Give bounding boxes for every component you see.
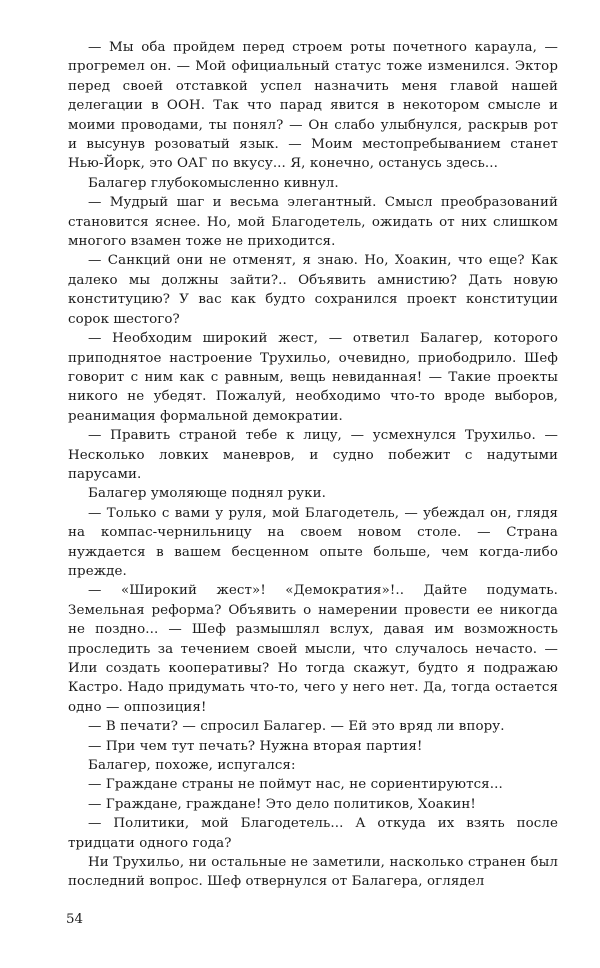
paragraph: Балагер глубокомысленно кивнул. [88,175,339,191]
paragraph: Балагер умоляюще поднял руки. [88,486,326,502]
paragraph: Балагер, похоже, испугался: [88,758,296,774]
page-number: 54 [66,912,84,927]
paragraph: — Править страной тебе к лицу, — усмехнулся Трухильо. — Несколько ловких маневров, и судно побежит с надутыми парусами. [68,428,558,482]
paragraph: — Необходим широкий жест, — ответил Балагер, которого приподнятое настроение Трухильо, очевидно, приободрило. Шеф говорит с ним как с равным, вещь невиданная! — Такие проекты никого не убедят. Пожалуй, необходимо что-то вроде выборов, реанимация формальной демократии. [68,331,558,424]
paragraph: Ни Трухильо, ни остальные не заметили, насколько странен был последний вопрос. Шеф отвернулся от Балагера, оглядел [68,855,558,890]
paragraph: — Только с вами у руля, мой Благодетель, — убеждал он, глядя на компас-чернильницу на своем новом столе. — Страна нуждается в вашем бесценном опыте больше, чем когда-либо прежде. [68,505,558,579]
paragraph: — Мы оба пройдем перед строем роты почетного караула, — прогремел он. — Мой официальный статус тоже изменился. Эктор перед своей отставкой успел назначить меня главой нашей делегации в ООН. Так что парад явится в некотором смысле и моими проводами, ты понял? — Он слабо улыбнулся, раскрыв рот и высунув розоватый язык. — Моим местопребыванием станет Нью-Йорк, это ОАГ по вкусу... Я, конечно, останусь здесь... [68,40,558,172]
paragraph: — Граждане, граждане! Это дело политиков, Хоакин! [88,796,476,812]
paragraph: — «Широкий жест»! «Демократия»!.. Дайте подумать. Земельная реформа? Объявить о намерении провести ее никогда не поздно... — Шеф размышлял вслух, давая им возможность проследить за течением своей мысли, что случалось нечасто. — Или создать кооперативы? Но тогда скажут, будто я подражаю Кастро. Надо придумать что-то, чего у него нет. Да, тогда остается одно — оппозиция! [68,583,558,715]
paragraph: — Граждане страны не поймут нас, не сориентируются... [88,777,503,793]
paragraph: — Санкций они не отменят, я знаю. Но, Хоакин, что еще? Как далеко мы должны зайти?.. Объявить амнистию? Дать новую конституцию? У вас как будто сохранился проект конституции сорок шестого? [68,253,558,327]
paragraph: — Политики, мой Благодетель... А откуда их взять после тридцати одного года? [68,816,558,851]
paragraph: — При чем тут печать? Нужна вторая партия! [88,738,423,754]
paragraph: — Мудрый шаг и весьма элегантный. Смысл преобразований становится яснее. Но, мой Благодетель, ожидать от них слишком многого взамен тоже не приходится. [68,195,558,250]
paragraph: — В печати? — спросил Балагер. — Ей это вряд ли впору. [88,719,505,735]
page-text [68,38,558,892]
